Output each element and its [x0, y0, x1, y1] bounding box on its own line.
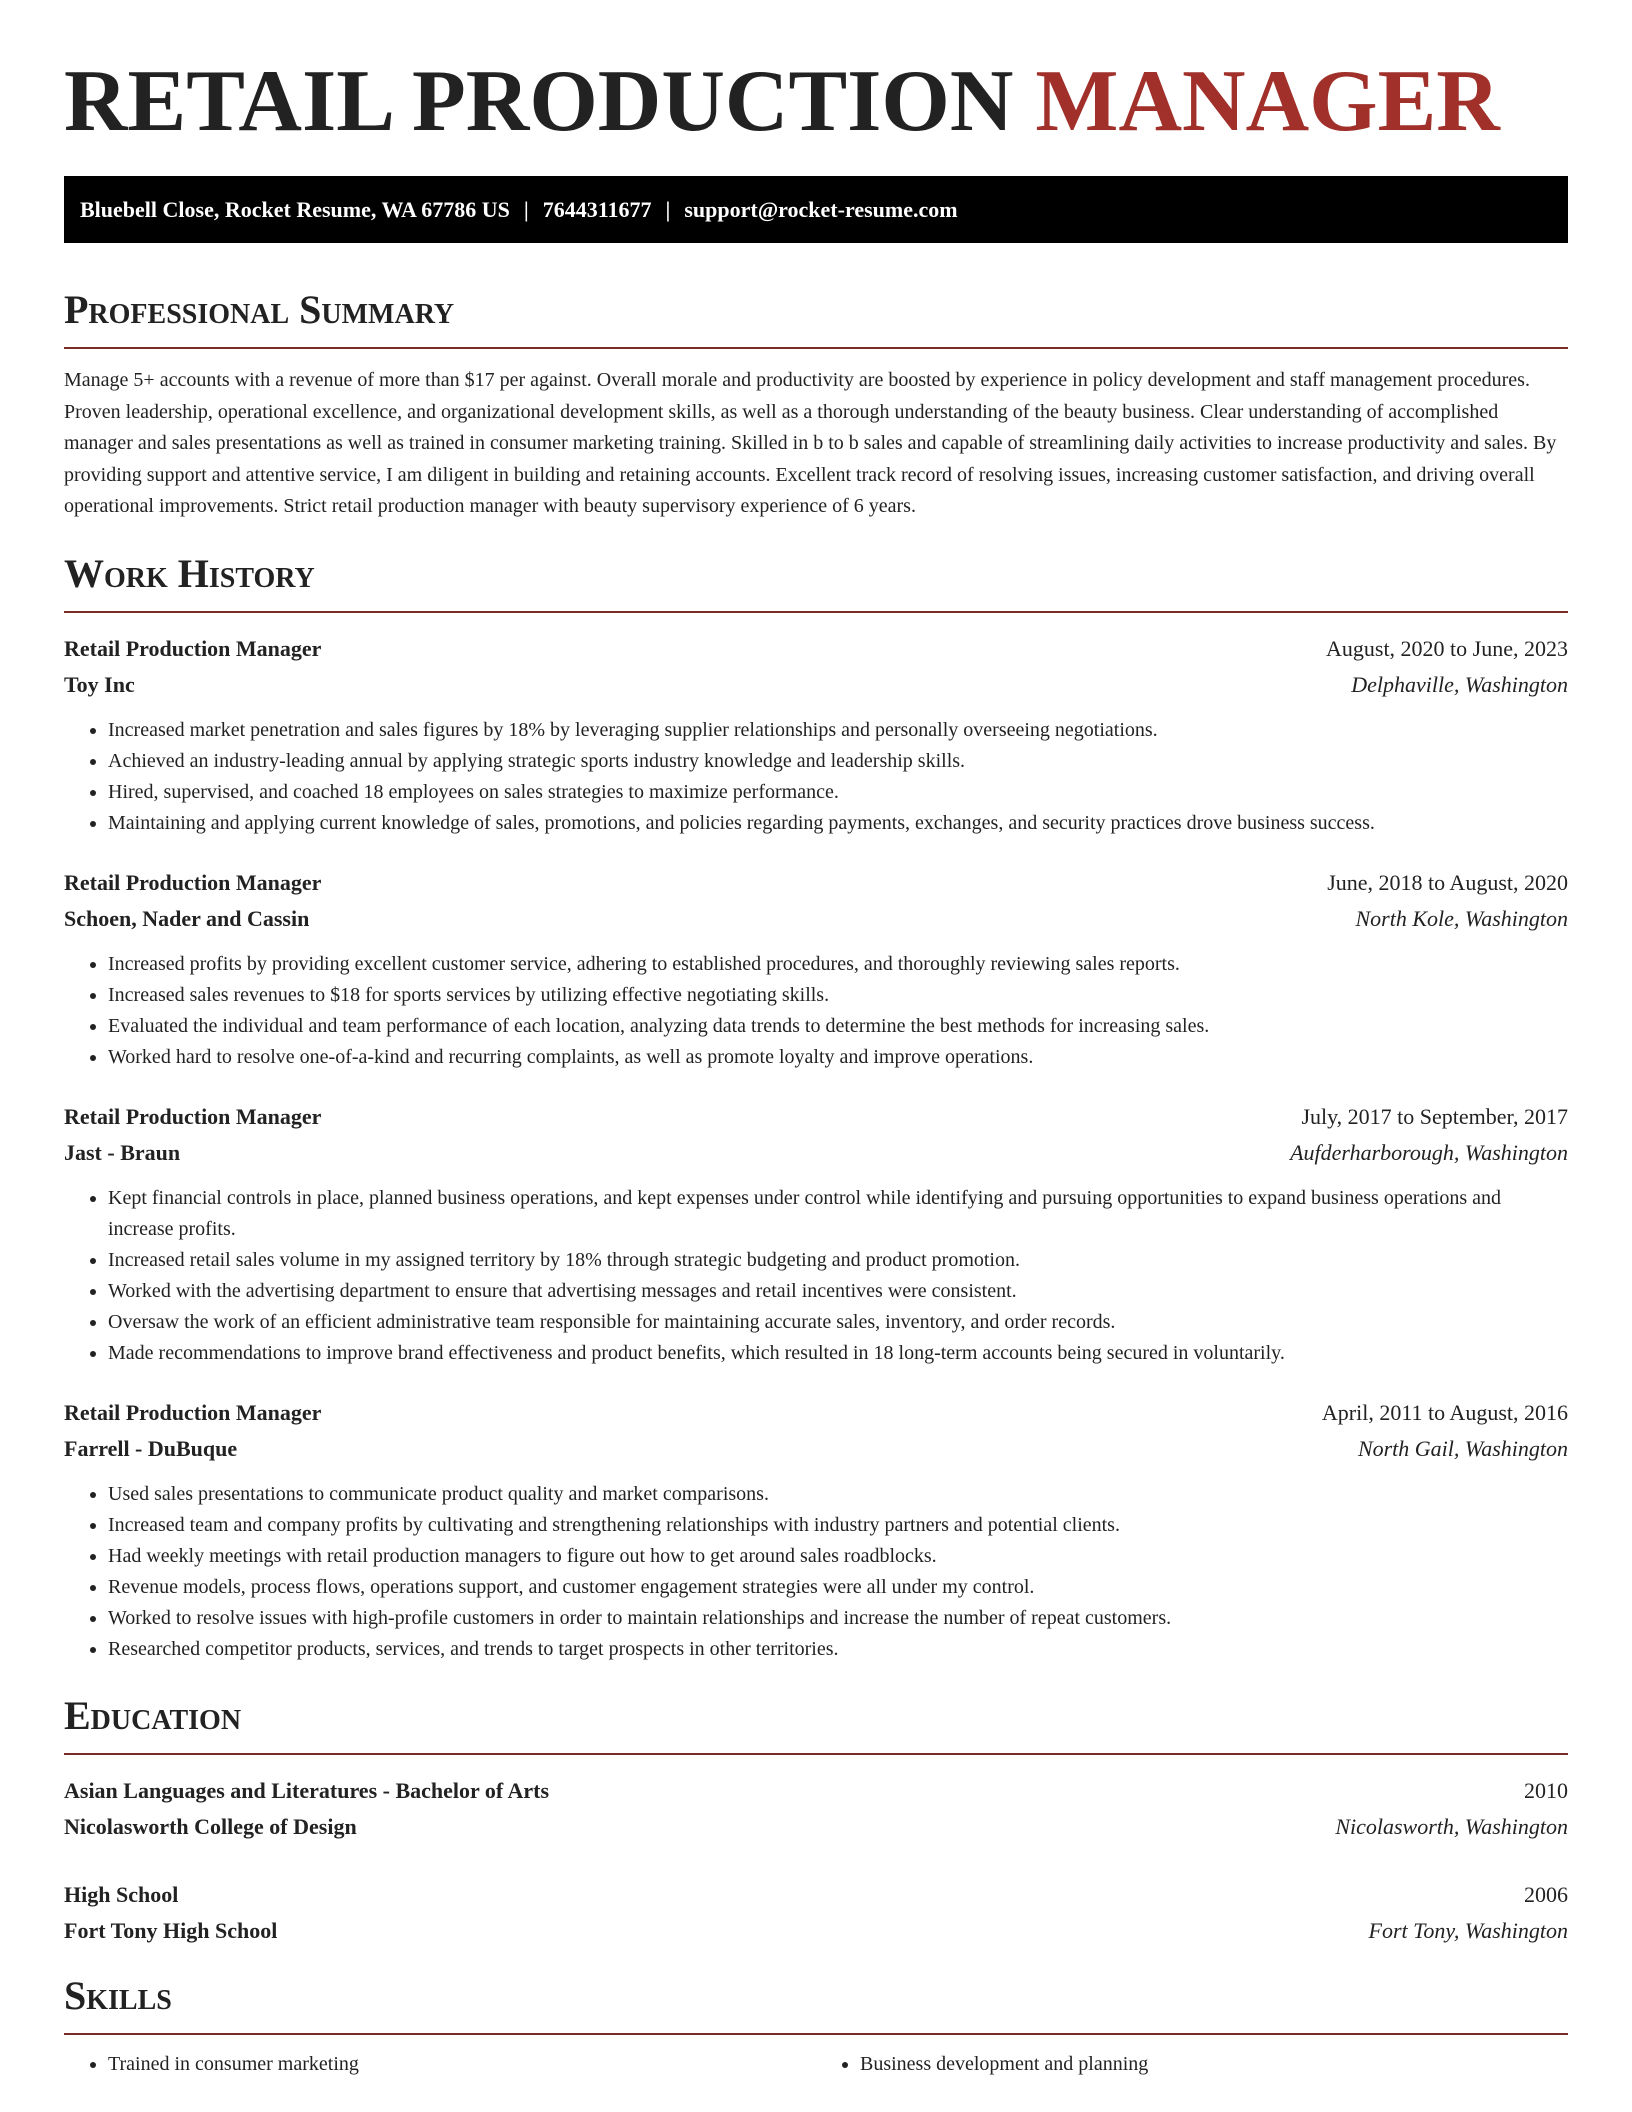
- job-entry: [64, 631, 1568, 839]
- job-bullet: • Kept financial controls in place, planned business operations, and kept expenses under control while identifying and pursuing opportunities to expand business operations and increase profits.: [108, 1183, 1568, 1245]
- section-title-skills: Skills: [64, 1972, 172, 2018]
- job-bullet: • Revenue models, process flows, operations support, and customer engagement strategies were all under my control.: [108, 1572, 1568, 1603]
- job-company: Toy Inc: [64, 671, 135, 697]
- job-bullet: • Used sales presentations to communicate product quality and market comparisons.: [108, 1479, 1568, 1510]
- job-entry: [64, 1395, 1568, 1665]
- job-role: Retail Production Manager: [64, 1399, 322, 1425]
- contact-address: Bluebell Close, Rocket Resume, WA 67786 US: [80, 197, 510, 222]
- education-school: Nicolasworth College of Design: [64, 1813, 357, 1839]
- education-location: Fort Tony, Washington: [1368, 1917, 1568, 1943]
- job-bullet: • Evaluated the individual and team performance of each location, analyzing data trends to determine the best methods for increasing sales.: [108, 1011, 1568, 1042]
- job-bullet: • Increased team and company profits by cultivating and strengthening relationships with industry partners and potential clients.: [108, 1510, 1568, 1541]
- skills-grid: [64, 2049, 1568, 2080]
- summary-text: Manage 5+ accounts with a revenue of more than $17 per against. Overall morale and productivity are boosted by experience in policy development and staff management procedures. Proven leadership, operational excellence, and organizational development skills, as well as a thorough understanding of the beauty business. Clear understanding of accomplished manager and sales presentations as well as trained in consumer marketing training. Skilled in b to b sales and capable of streamlining daily activities to increase productivity and sales. By providing support and attentive service, I am diligent in building and retaining accounts. Excellent track record of resolving issues, increasing customer satisfaction, and driving overall operational improvements. Strict retail production manager with beauty supervisory experience of 6 years.: [64, 369, 1557, 517]
- job-company: Farrell - DuBuque: [64, 1435, 238, 1461]
- job-bullet: • Increased sales revenues to $18 for sports services by utilizing effective negotiating skills.: [108, 980, 1568, 1011]
- education-location: Nicolasworth, Washington: [1335, 1813, 1568, 1839]
- job-bullet: • Hired, supervised, and coached 18 employees on sales strategies to maximize performance.: [108, 777, 1568, 808]
- job-role: Retail Production Manager: [64, 869, 322, 895]
- education-subheader: [64, 1913, 1568, 1949]
- resume-content: [64, 0, 1568, 2080]
- section-title-work-history: Work History: [64, 550, 315, 596]
- job-bullet: • Made recommendations to improve brand effectiveness and product benefits, which resulted in 18 long-term accounts being secured in voluntarily.: [108, 1338, 1568, 1369]
- skill-item: • Business development and planning: [860, 2049, 1568, 2080]
- job-bullets: [64, 1479, 1568, 1665]
- job-bullet: • Maintaining and applying current knowledge of sales, promotions, and policies regarding payments, exchanges, and security practices drove business success.: [108, 808, 1568, 839]
- job-bullets: [64, 1183, 1568, 1369]
- job-bullet: • Researched competitor products, services, and trends to target prospects in other territories.: [108, 1634, 1568, 1665]
- contact-separator: |: [523, 197, 529, 222]
- job-bullets: [64, 949, 1568, 1073]
- section-divider: [64, 1753, 1568, 1755]
- education-subheader: [64, 1809, 1568, 1845]
- skills-column-left: [64, 2049, 816, 2080]
- contact-separator: |: [665, 197, 671, 222]
- contact-bar: [64, 176, 1568, 243]
- job-bullet: • Increased retail sales volume in my assigned territory by 18% through strategic budgeting and product promotion.: [108, 1245, 1568, 1276]
- job-bullet: • Worked with the advertising department to ensure that advertising messages and retail incentives were consistent.: [108, 1276, 1568, 1307]
- job-company: Jast - Braun: [64, 1139, 181, 1165]
- contact-email: support@rocket-resume.com: [684, 197, 958, 222]
- job-location: North Kole, Washington: [1355, 905, 1568, 931]
- job-bullet: • Had weekly meetings with retail production managers to figure out how to get around sales roadblocks.: [108, 1541, 1568, 1572]
- name-main: RETAIL PRODUCTION: [64, 53, 1014, 150]
- job-entry: [64, 1099, 1568, 1369]
- job-role: Retail Production Manager: [64, 1103, 322, 1129]
- job-header: [64, 631, 1568, 667]
- job-bullets: [64, 715, 1568, 839]
- contact-phone: 7644311677: [542, 197, 652, 222]
- job-entry: [64, 865, 1568, 1073]
- job-dates: April, 2011 to August, 2016: [1321, 1399, 1568, 1425]
- job-bullet: • Achieved an industry-leading annual by applying strategic sports industry knowledge and leadership skills.: [108, 746, 1568, 777]
- education-degree: Asian Languages and Literatures - Bachelor of Arts: [64, 1777, 550, 1803]
- job-header: [64, 1099, 1568, 1135]
- job-header: [64, 865, 1568, 901]
- job-subheader: [64, 667, 1568, 703]
- section-divider: [64, 2033, 1568, 2035]
- education-entry: [64, 1877, 1568, 1949]
- section-title-summary: Professional Summary: [64, 287, 455, 332]
- skills-column-right: [816, 2049, 1568, 2080]
- job-location: Aufderharborough, Washington: [1290, 1139, 1568, 1165]
- job-subheader: [64, 1431, 1568, 1467]
- job-bullet: • Increased profits by providing excellent customer service, adhering to established procedures, and thoroughly reviewing sales reports.: [108, 949, 1568, 980]
- job-subheader: [64, 1135, 1568, 1171]
- job-company: Schoen, Nader and Cassin: [64, 905, 310, 931]
- education-year: 2006: [1524, 1881, 1568, 1907]
- job-bullet: • Oversaw the work of an efficient administrative team responsible for maintaining accurate sales, inventory, and order records.: [108, 1307, 1568, 1338]
- job-dates: August, 2020 to June, 2023: [1326, 635, 1568, 661]
- job-header: [64, 1395, 1568, 1431]
- job-role: Retail Production Manager: [64, 635, 322, 661]
- education-degree: High School: [64, 1881, 179, 1907]
- education-school: Fort Tony High School: [64, 1917, 278, 1943]
- section-divider: [64, 611, 1568, 613]
- section-divider: [64, 347, 1568, 349]
- job-bullet: • Worked to resolve issues with high-profile customers in order to maintain relationships and increase the number of repeat customers.: [108, 1603, 1568, 1634]
- skill-item: • Trained in consumer marketing: [108, 2049, 816, 2080]
- education-header: [64, 1773, 1568, 1809]
- section-title-education: Education: [64, 1692, 242, 1738]
- job-subheader: [64, 901, 1568, 937]
- education-year: 2010: [1524, 1777, 1568, 1803]
- education-header: [64, 1877, 1568, 1913]
- job-bullet: • Increased market penetration and sales figures by 18% by leveraging supplier relationships and personally overseeing negotiations.: [108, 715, 1568, 746]
- job-location: Delphaville, Washington: [1351, 671, 1568, 697]
- job-location: North Gail, Washington: [1357, 1435, 1568, 1461]
- job-bullet: • Worked hard to resolve one-of-a-kind and recurring complaints, as well as promote loyalty and improve operations.: [108, 1042, 1568, 1073]
- job-dates: July, 2017 to September, 2017: [1301, 1103, 1568, 1129]
- education-entry: [64, 1773, 1568, 1845]
- candidate-name: [64, 52, 1568, 152]
- job-dates: June, 2018 to August, 2020: [1327, 869, 1568, 895]
- name-accent: MANAGER: [1035, 53, 1500, 150]
